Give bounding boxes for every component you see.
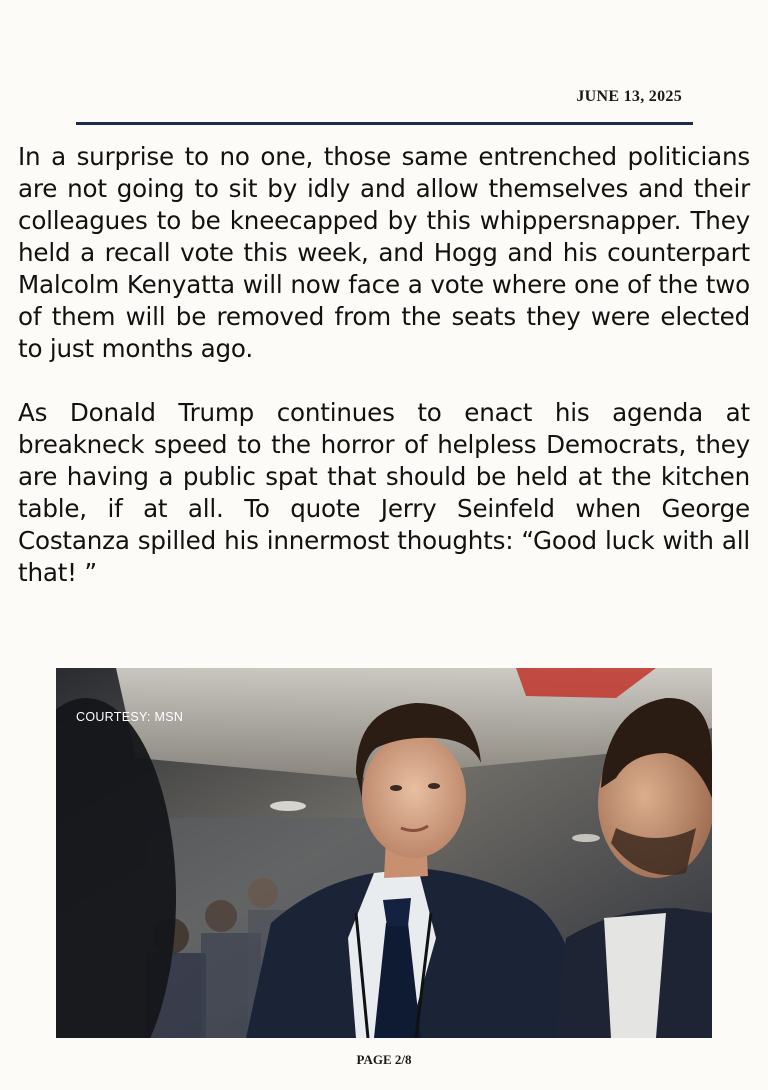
- article-paragraph-2: As Donald Trump continues to enact his agenda at breakneck speed to the horror of helpless Democrats, they are having a public spat that should be held at the kitchen table, if at all. To quote Jerry Seinfeld when George Costanza spilled his innermost thoughts: “Good luck with all that! ”: [18, 398, 750, 587]
- page-number: PAGE 2/8: [356, 1052, 412, 1067]
- photo-credit: COURTESY: MSN: [76, 710, 184, 724]
- article-paragraph-1: In a surprise to no one, those same entrenched politicians are not going to sit by idly and allow themselves and their colleagues to be kneecapped by this whippersnapper. They held a recall vote this week, and Hogg and his counterpart Malcolm Kenyatta will now face a vote where one of the two of them will be removed from the seats they were elected to just months ago.: [18, 142, 750, 363]
- header-divider: [76, 122, 693, 125]
- article-body: [18, 141, 750, 621]
- article-photo: [56, 668, 712, 1038]
- publication-date: JUNE 13, 2025: [576, 88, 682, 105]
